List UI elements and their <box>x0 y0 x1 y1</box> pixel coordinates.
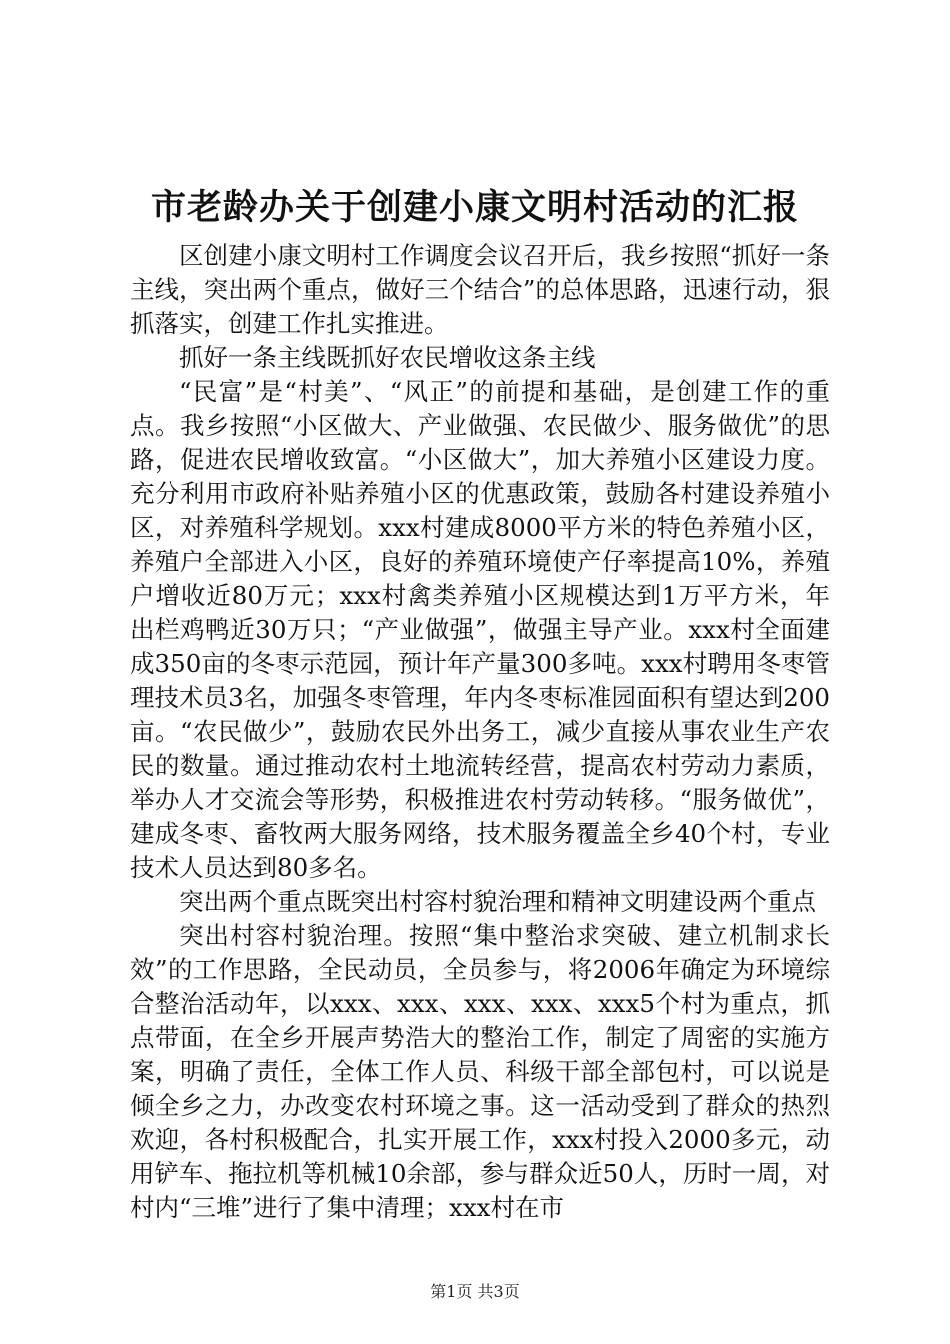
paragraph-heading-two-focuses: 突出两个重点既突出村容村貌治理和精神文明建设两个重点 <box>179 887 816 916</box>
paragraph-heading-main-line: 抓好一条主线既抓好农民增收这条主线 <box>179 343 596 372</box>
paragraph-intro: 区创建小康文明村工作调度会议召开后，我乡按照“抓好一条主线，突出两个重点，做好三个结合”的总体思路，迅速行动，狠抓落实，创建工作扎实推进。 <box>130 241 830 338</box>
paragraph-farmer-income: “民富”是“村美”、“风正”的前提和基础，是创建工作的重点。我乡按照“小区做大、产业做强、农民做少、服务做优”的思路，促进农民增收致富。“小区做大”，加大养殖小区建设力度。充分利用市政府补贴养殖小区的优惠政策，鼓励各村建设养殖小区，对养殖科学规划。xxx村建成8000平方米的特色养殖小区，养殖户全部进入小区，良好的养殖环境使产仔率提高10%，养殖户增收近80万元；xxx村禽类养殖小区规模达到1万平方米，年出栏鸡鸭近30万只；“产业做强”，做强主导产业。xxx村全面建成350亩的冬枣示范园，预计年产量300多吨。xxx村聘用冬枣管理技术员3名，加强冬枣管理，年内冬枣标准园面积有望达到200亩。“农民做少”，鼓励农民外出务工，减少直接从事农业生产农民的数量。通过推动农村土地流转经营，提高农村劳动力素质，举办人才交流会等形势，积极推进农村劳动转移。“服务做优”，建成冬枣、畜牧两大服务网络，技术服务覆盖全乡40个村，专业技术人员达到80多名。 <box>130 377 830 882</box>
document-title: 市老龄办关于创建小康文明村活动的汇报 <box>150 187 799 228</box>
paragraph-village-appearance: 突出村容村貌治理。按照“集中整治求突破、建立机制求长效”的工作思路，全民动员，全员参与，将2006年确定为环境综合整治活动年，以xxx、xxx、xxx、xxx、xxx5个村为重点，抓点带面，在全乡开展声势浩大的整治工作，制定了周密的实施方案，明确了责任，全体工作人员、科级干部全部包村，可以说是倾全乡之力，办改变农村环境之事。这一活动受到了群众的热烈欢迎，各村积极配合，扎实开展工作，xxx村投入2000多元，动用铲车、拖拉机等机械10余部，参与群众近50人，历时一周，对村内“三堆”进行了集中清理；xxx村在市 <box>130 921 830 1222</box>
document-body <box>130 239 830 1225</box>
page-footer: 第1页 共3页 <box>430 1282 520 1301</box>
